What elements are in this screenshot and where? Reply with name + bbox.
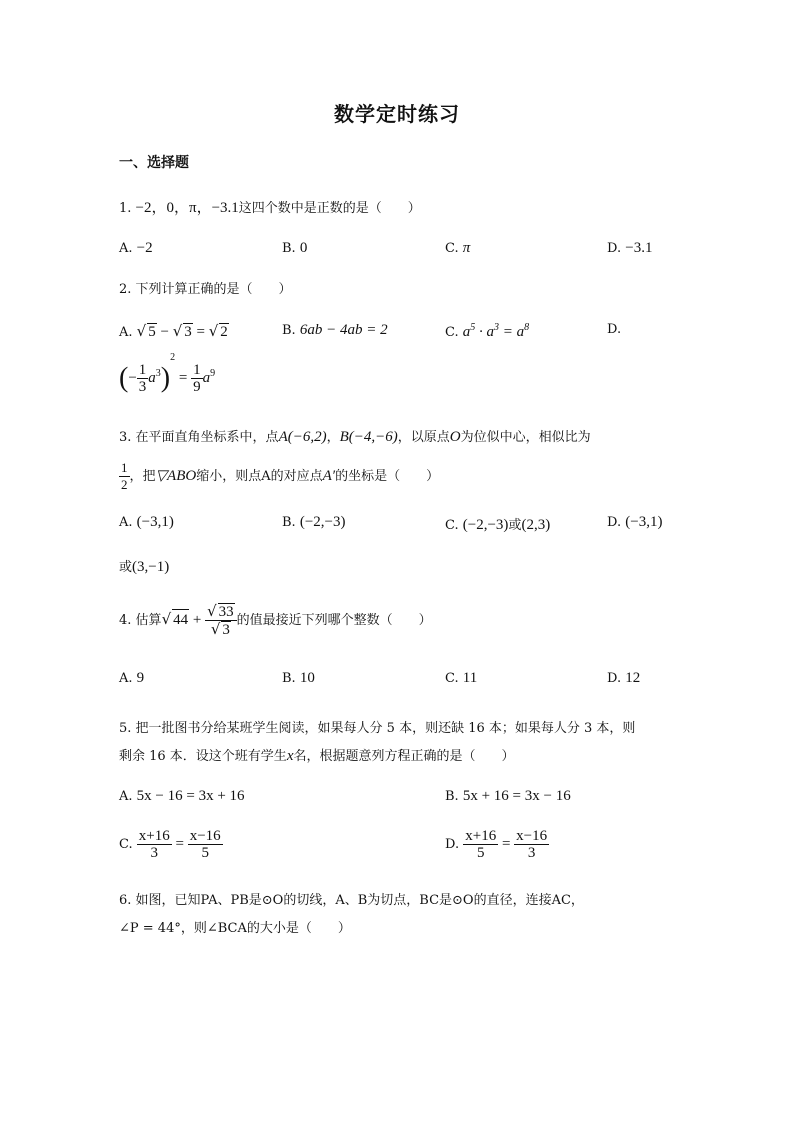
q2-c-formula: $a^5 \cdot a^3 = a^8$ — [462, 322, 530, 340]
option-value: −2 — [136, 240, 153, 256]
q3-option-d-cont — [119, 556, 169, 576]
page-title: 数学定时练习 — [334, 102, 460, 126]
option-value: (−3,1) — [625, 514, 663, 530]
q5-c-formula: $\frac{x+16}{3}$ = $\frac{x-16}{5}$ — [138, 828, 221, 861]
option-label: D. — [607, 515, 622, 530]
question-5-line2 — [119, 746, 515, 767]
q3-text: ，以原点 — [397, 430, 450, 445]
option-label: D. — [607, 241, 622, 256]
option-label: A. — [119, 241, 133, 256]
q4-option-d[interactable] — [607, 670, 640, 687]
question-5 — [119, 719, 635, 739]
q3-text: 缩小，则点A的对应点 — [196, 469, 323, 484]
option-label: A. — [119, 671, 133, 686]
q5-text: 名，根据题意列方程正确的是（ ） — [293, 749, 515, 764]
q2-option-a[interactable] — [119, 322, 229, 341]
q3-text: ，把 — [129, 469, 156, 484]
option-label: B. — [282, 671, 296, 686]
question-4 — [119, 603, 432, 638]
question-3-line2 — [119, 460, 439, 493]
q1-expression: −2，0，π，−3.1 — [135, 200, 239, 216]
q2-stem: 下列计算正确的是（ ） — [135, 282, 292, 297]
q5-option-a[interactable] — [119, 788, 245, 805]
option-label: D. — [607, 322, 622, 337]
option-or: 或 — [508, 518, 522, 533]
question-number: 1. — [119, 201, 132, 216]
q5-option-c[interactable] — [119, 828, 223, 861]
question-number: 6. — [119, 893, 132, 908]
option-value: (3,−1) — [132, 559, 170, 575]
q4-option-b[interactable] — [282, 670, 315, 687]
option-value: 11 — [462, 670, 478, 686]
q3-point-a: A(−6,2) — [278, 429, 327, 445]
option-or: 或 — [119, 560, 133, 575]
option-label: C. — [445, 671, 459, 686]
option-label: A. — [119, 325, 133, 340]
question-1 — [119, 198, 421, 219]
option-value: (−2,−3) — [299, 514, 346, 530]
option-label: C. — [445, 518, 459, 533]
q2-option-c[interactable] — [445, 322, 529, 341]
q4-text: 的值最接近下列哪个整数（ ） — [236, 612, 432, 628]
option-value: (2,3) — [521, 517, 551, 533]
q3-text: 的坐标是（ ） — [335, 469, 440, 484]
q2-option-b[interactable] — [282, 322, 388, 339]
option-label: A. — [119, 789, 133, 804]
q6-text: ∠P = 44°，则∠BCA的大小是（ ） — [119, 921, 351, 936]
q1-option-d[interactable] — [607, 240, 652, 257]
q3-text: 在平面直角坐标系中，点 — [135, 430, 279, 445]
q1-option-c[interactable] — [445, 240, 470, 257]
q2-d-formula: (− $\frac{1}{3}$ $a^3)^2$ = $\frac{1}{9}$ $a^9$ — [119, 352, 216, 396]
q6-text: 如图，已知PA、PB是⊙O的切线，A、B为切点，BC是⊙O的直径，连接AC， — [135, 893, 584, 908]
option-value: π — [462, 240, 471, 256]
question-6 — [119, 891, 584, 911]
question-number: 5. — [119, 721, 132, 736]
q3-separator: ， — [326, 430, 340, 445]
q3-ratio: $\frac{1}{2}$ — [121, 460, 128, 492]
q4-formula: √ 44 + $\frac{√ 33}{√ 3}$ — [162, 612, 237, 628]
q3-point-b: B(−4,−6) — [339, 429, 398, 445]
section-heading: 一、选择题 — [119, 155, 189, 171]
option-value: 5x + 16 = 3x − 16 — [462, 788, 571, 804]
option-label: C. — [119, 836, 133, 852]
q1-option-b[interactable] — [282, 240, 307, 257]
q3-option-a[interactable] — [119, 514, 174, 531]
option-value: 10 — [299, 670, 315, 686]
q5-variable: x — [286, 748, 294, 764]
question-number: 2. — [119, 282, 132, 297]
option-label: B. — [282, 323, 296, 338]
option-label: B. — [445, 789, 459, 804]
option-value: (−3,1) — [136, 514, 174, 530]
q2-a-formula: √ 5 − √ 3 = √ 2 — [136, 322, 228, 340]
option-label: A. — [119, 515, 133, 530]
q3-option-b[interactable] — [282, 514, 346, 531]
q3-text: 为位似中心，相似比为 — [460, 430, 591, 445]
option-value: 12 — [625, 670, 641, 686]
question-6-line2 — [119, 919, 351, 939]
q3-a-prime: A′ — [322, 468, 336, 484]
option-label: B. — [282, 515, 296, 530]
q5-text: 把一批图书分给某班学生阅读，如果每人分 5 本，则还缺 16 本；如果每人分 3 本，则 — [135, 721, 636, 736]
q1-option-a[interactable] — [119, 240, 153, 257]
q3-triangle: ▽ABO — [155, 468, 197, 484]
option-value: 5x − 16 = 3x + 16 — [136, 788, 245, 804]
option-value: 0 — [299, 240, 308, 256]
q5-text: 剩余 16 本．设这个班有学生 — [119, 749, 287, 764]
question-2 — [119, 280, 292, 300]
option-value: 9 — [136, 670, 145, 686]
q2-b-formula: 6ab − 4ab = 2 — [299, 322, 388, 338]
q5-d-formula: $\frac{x+16}{5}$ = $\frac{x-16}{3}$ — [465, 828, 548, 861]
option-label: B. — [282, 241, 296, 256]
q4-option-c[interactable] — [445, 670, 477, 687]
question-number: 4. — [119, 612, 132, 628]
option-value: (−2,−3) — [462, 517, 509, 533]
option-label: D. — [445, 836, 460, 852]
q3-option-c[interactable] — [445, 514, 550, 534]
option-label: C. — [445, 325, 459, 340]
q3-option-d[interactable] — [607, 514, 662, 531]
question-number: 3. — [119, 430, 132, 445]
q1-stem: 这四个数中是正数的是（ ） — [238, 201, 421, 216]
q5-option-d[interactable] — [445, 828, 549, 861]
q3-origin: O — [449, 429, 461, 445]
question-3 — [119, 427, 591, 448]
option-label: C. — [445, 241, 459, 256]
q4-text: 估算 — [135, 612, 162, 628]
option-value: −3.1 — [625, 240, 653, 256]
q2-option-d[interactable] — [607, 322, 621, 337]
option-label: D. — [607, 671, 622, 686]
q5-option-b[interactable] — [445, 788, 571, 805]
q4-option-a[interactable] — [119, 670, 144, 687]
